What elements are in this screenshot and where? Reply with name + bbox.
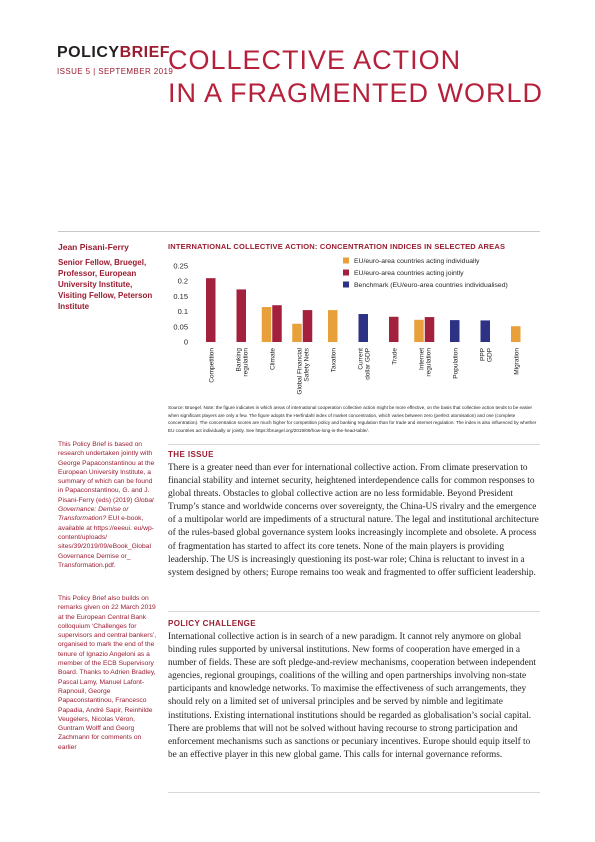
bar-global-financial-safety-nets-0 (292, 324, 302, 342)
divider-chart (168, 444, 540, 445)
bar-global-financial-safety-nets-1 (303, 310, 313, 342)
bar-banking-regulation-1 (237, 289, 247, 342)
page-title (168, 44, 543, 110)
section-text-issue: There is a greater need than ever for international collective action. From climate preservation to financial stability and internet security, heightened interdependence calls for common responses to global threats. Obstacles to global collective action are no less formidable. Beyond President Trump’s stance and worldwide concerns over sovereignty, the China-US rivalry and the emergence of a multipolar world are impediments of a structural nature. The legal and institutional architecture of the rules-based global governance system looks increasingly incomplete and obsolete. A process of fragmentation has started to affect its core tenets. None of the main players is providing leadership. The US is increasingly questioning its post-war role; China is reluctant to invest in a system designed by others; Europe remains too weak and fragmented to offer sufficient leadership. (168, 463, 539, 578)
bar-population-2 (450, 320, 460, 342)
divider-section (168, 611, 540, 612)
legend-label: Benchmark (EU/euro-area countries individualised) (354, 282, 508, 289)
bar-internet-regulation-1 (425, 317, 435, 342)
x-tick-label: Taxation (330, 348, 338, 373)
title-line-2: IN A FRAGMENTED WORLD (168, 78, 544, 108)
section-title-issue: THE ISSUE (168, 450, 214, 459)
bar-ppp-gdp-2 (481, 320, 491, 342)
x-tick-label: Currentdollar GDP (357, 348, 372, 380)
author-name: Jean Pisani-Ferry (58, 242, 129, 252)
x-tick-label: Internetregulation (418, 348, 433, 377)
bar-climate-0 (262, 307, 272, 342)
brand-suffix: BRIEF (119, 44, 171, 61)
bar-competition-1 (206, 278, 216, 342)
y-tick-label: 0.25 (173, 261, 188, 271)
x-tick-label: Migration (513, 348, 521, 375)
divider-bottom (168, 792, 540, 793)
bar-migration-0 (511, 326, 521, 342)
legend (343, 258, 508, 290)
author-role: Senior Fellow, Bruegel, Professor, European University Institute, Visiting Fellow, Peterson Institute (58, 258, 153, 311)
x-tick-label: Trade (391, 348, 399, 365)
x-tick-label: PPPGDP (479, 348, 494, 363)
chart-title: INTERNATIONAL COLLECTIVE ACTION: CONCENTRATION INDICES IN SELECTED AREAS (168, 242, 506, 251)
legend-swatch (343, 282, 349, 288)
legend-label: EU/euro-area countries acting individually (354, 258, 480, 265)
x-tick-label: Climate (269, 348, 277, 371)
y-tick-label: 0.05 (173, 322, 188, 332)
sidebar-note-1: This Policy Brief is based on research undertaken jointly with George Papaconstantinou at the European University Institute, a summary of which can be found in Papaconstantinou, G. and J. Pisani-Ferry (eds) (2019) Global Governance: Demise or Transformation? EUI e-book, available at https://eeeui. eu/wp-content/uploads/ sites/39/2019/09/eBook_Global Governance Demise or_ Transformation.pdf. (58, 441, 155, 569)
x-tick-label: Population (452, 348, 460, 379)
chart (166, 252, 542, 402)
x-axis-labels (208, 347, 520, 394)
bar-trade-1 (389, 317, 399, 342)
issue-label: ISSUE 5 | SEPTEMBER 2019 (57, 67, 174, 76)
section-text-challenge: International collective action is in search of a new paradigm. It cannot rely anymore on global binding rules supported by universal institutions. New forms of cooperation have emerged in a number of fields. These are soft pledge-and-review mechanisms, cooperation between independent agencies, regional groupings, coalitions of the willing and open partnerships involving non-state participants and knowledge networks. To maximise the effectiveness of such arrangements, they should rely on a limited set of universal principles and be served by nimble and legitimate institutions. Existing international institutions should be regarded as globalisation’s social capital. There are problems that will not be solved without having recourse to strong participation and enforcement mechanisms such as sanctions or pecuniary incentives. Europe should equip itself to be an effective player in this new global game. This calls for internal governance reforms. (168, 632, 536, 760)
y-tick-label: 0.1 (177, 307, 188, 317)
legend-swatch (343, 270, 349, 276)
bar-climate-1 (272, 305, 282, 342)
y-axis (173, 262, 188, 347)
bar-current-dollar-gdp-2 (359, 314, 369, 342)
legend-swatch (343, 258, 349, 264)
x-tick-label: Bankingregulation (235, 348, 250, 377)
y-tick-label: 0 (183, 337, 188, 347)
y-tick-label: 0.2 (177, 276, 188, 286)
x-tick-label: Competition (208, 348, 216, 383)
x-tick-label: Global FinancialSafety Nets (296, 348, 311, 395)
chart-source: Source: Bruegel. Note: the figure indicates in which areas of international cooperation collective action might be more effective, on the basis that collective action tends to be easier when significant players are only a few. The figure adopts the Herfindahl index of market concentration, which varies between zero (perfect atomisation) and one (complete concentration). The concentration scores are much higher for competition policy and banking regulation than for trade and internet regulation. The index is also influenced by whether EU countries act individually or jointly. See https://bruegel.org/2019/09/how-long-is-the-head-table/. (168, 405, 537, 433)
brand-logo (57, 44, 170, 62)
sidebar-note-2: This Policy Brief also builds on remarks given on 22 March 2019 at the European Central Bank colloquium ‘Challenges for supervisors and central bankers’, organised to mark the end of the tenure of Ignazio Angeloni as a member of the ECB Supervisory Board. Thanks to Adrien Bradley, Pascal Lamy, Manuel Lafont-Rapnouil, George Papaconstantinou, Francesco Papadia, André Sapir, Reinhilde Veugelers, Nicolas Véron, Guntram Wolff and Georg Zachmann for comments on earlier (58, 595, 157, 751)
section-title-challenge: POLICY CHALLENGE (168, 619, 257, 628)
legend-label: EU/euro-area countries acting jointly (354, 270, 464, 277)
bar-internet-regulation-0 (414, 320, 424, 342)
brand-prefix: POLICY (57, 44, 120, 61)
y-tick-label: 0.15 (173, 291, 188, 301)
title-line-1: COLLECTIVE ACTION (168, 45, 462, 75)
bar-taxation-0 (328, 310, 338, 342)
divider-top (58, 231, 540, 232)
